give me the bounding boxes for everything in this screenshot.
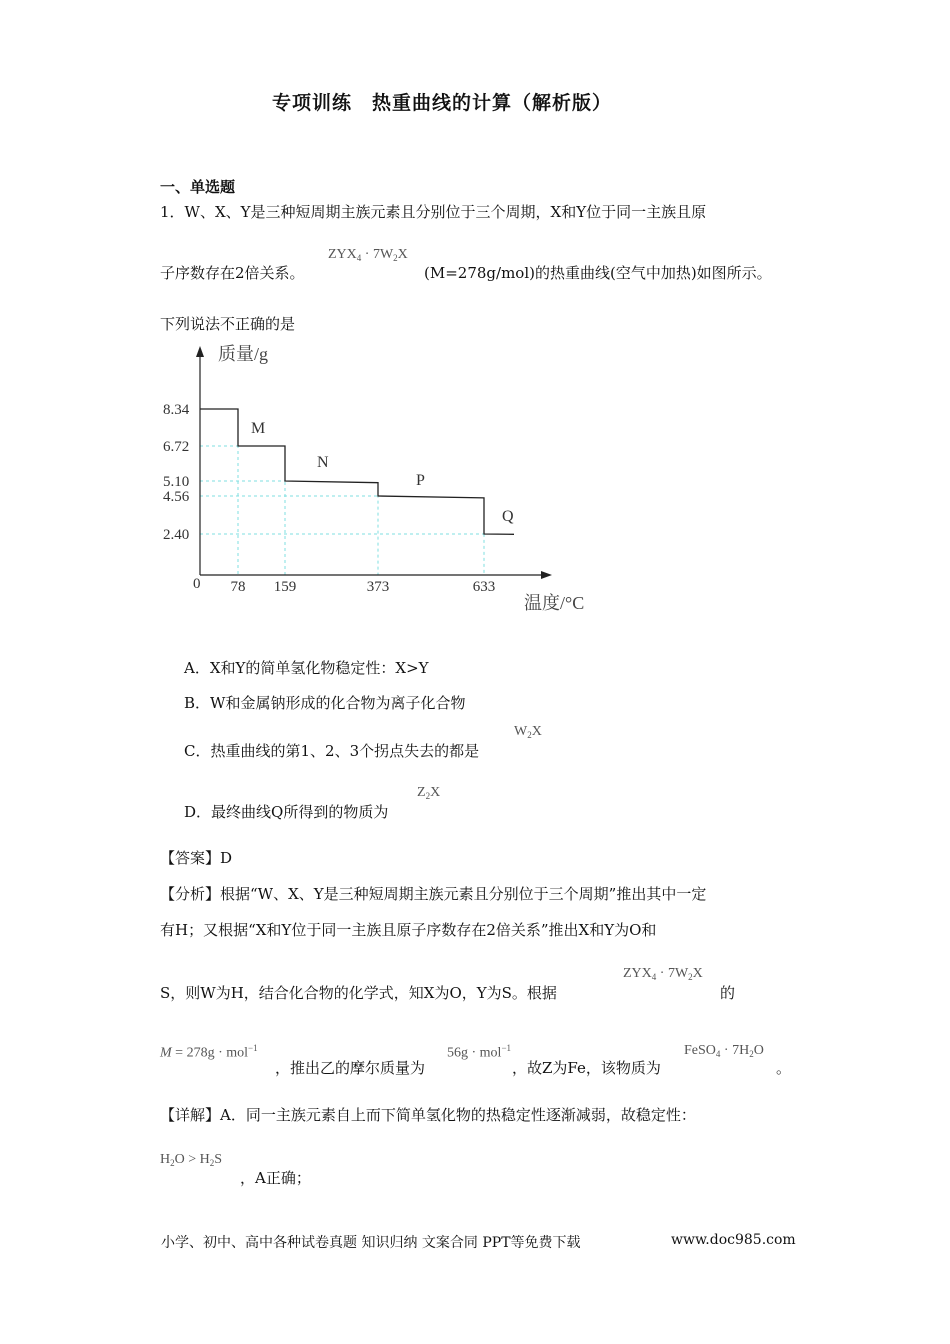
y-tick-label-0: 8.34 (163, 402, 190, 418)
question-line-2b: (M=278g/mol)的热重曲线(空气中加热)如图所示。 (424, 264, 772, 282)
question-line-2a: 子序数存在2倍关系。 (160, 264, 305, 282)
x-tick-label-2: 373 (366, 579, 390, 595)
y-axis-label: 质量/g (218, 344, 269, 364)
x-tick-label-3: 633 (472, 579, 496, 595)
detail-line-2: ，A正确； (240, 1169, 311, 1187)
x-tick-label-0: 78 (230, 579, 246, 595)
y-tick-label-1: 6.72 (163, 439, 190, 455)
formula-h2o-gt-h2s: $H_2O > H_2S$ (160, 1152, 223, 1168)
y-axis-arrow (196, 346, 204, 357)
question-line-3: 下列说法不正确的是 (160, 315, 296, 333)
segment-label-p: P (416, 472, 425, 489)
answer: 【答案】D (160, 849, 233, 867)
formula-feso4-7h2o: FeSO$_4$ · $7H_2O$ (684, 1043, 764, 1059)
origin-label: 0 (193, 576, 201, 592)
segment-label-n: N (317, 454, 329, 471)
footer-right: www.doc985.com (671, 1232, 796, 1248)
x-tick-label-1: 159 (273, 579, 297, 595)
thermogravimetric-chart (150, 335, 610, 620)
formula-w2x: $W_2X$ (514, 724, 542, 740)
formula-zyx4-7w2x-2: $ZYX_4 \cdot 7W_2X$ (623, 966, 703, 982)
analysis-line-4b: ，故Z为Fe，该物质为 (512, 1059, 661, 1077)
analysis-line-4a: ，推出乙的摩尔质量为 (275, 1059, 426, 1077)
analysis-line-3b: 的 (720, 984, 736, 1002)
analysis-line-2: 有H；又根据“X和Y位于同一主族且原子序数存在2倍关系”推出X和Y为O和 (160, 921, 657, 939)
footer-left: 小学、初中、高中各种试卷真题 知识归纳 文案合同 PPT等免费下载 (161, 1235, 581, 1251)
analysis-line-3a: S，则W为H，结合化合物的化学式，知X为O，Y为S。根据 (160, 984, 557, 1002)
option-c: C．热重曲线的第1、2、3个拐点失去的都是 (184, 742, 480, 760)
y-tick-label-4: 2.40 (163, 527, 190, 543)
option-d: D．最终曲线Q所得到的物质为 (184, 803, 389, 821)
detail-line-1: 【详解】A．同一主族元素自上而下简单氢化物的热稳定性逐渐减弱，故稳定性： (160, 1106, 696, 1124)
mass-curve (200, 409, 514, 534)
analysis-line-4c: 。 (776, 1059, 792, 1077)
formula-56g-mol: 56g · mol$^{-1}$ (447, 1043, 512, 1061)
segment-label-m: M (251, 420, 266, 437)
formula-z2x: $Z_2X$ (417, 785, 441, 801)
formula-zyx4-7w2x: $ZYX_4 \cdot 7W_2X$ (328, 247, 408, 263)
option-a: A．X和Y的简单氢化物稳定性：X>Y (184, 659, 429, 677)
option-b: B．W和金属钠形成的化合物为离子化合物 (184, 694, 466, 712)
segment-label-q: Q (502, 508, 514, 525)
x-axis-label: 温度/°C (524, 593, 585, 613)
page-title: 专项训练 热重曲线的计算（解析版） (272, 92, 613, 114)
formula-molar-mass: M = 278g · mol$^{-1}$ (160, 1043, 258, 1061)
question-line-1: 1．W、X、Y是三种短周期主族元素且分别位于三个周期，X和Y位于同一主族且原 (160, 203, 707, 221)
analysis-line-1: 【分析】根据“W、X、Y是三种短周期主族元素且分别位于三个周期”推出其中一定 (160, 885, 707, 903)
section-heading: 一、单选题 (160, 178, 236, 196)
y-tick-label-2: 5.10 (163, 474, 190, 490)
x-axis-arrow (541, 571, 552, 579)
y-tick-label-3: 4.56 (163, 489, 190, 505)
